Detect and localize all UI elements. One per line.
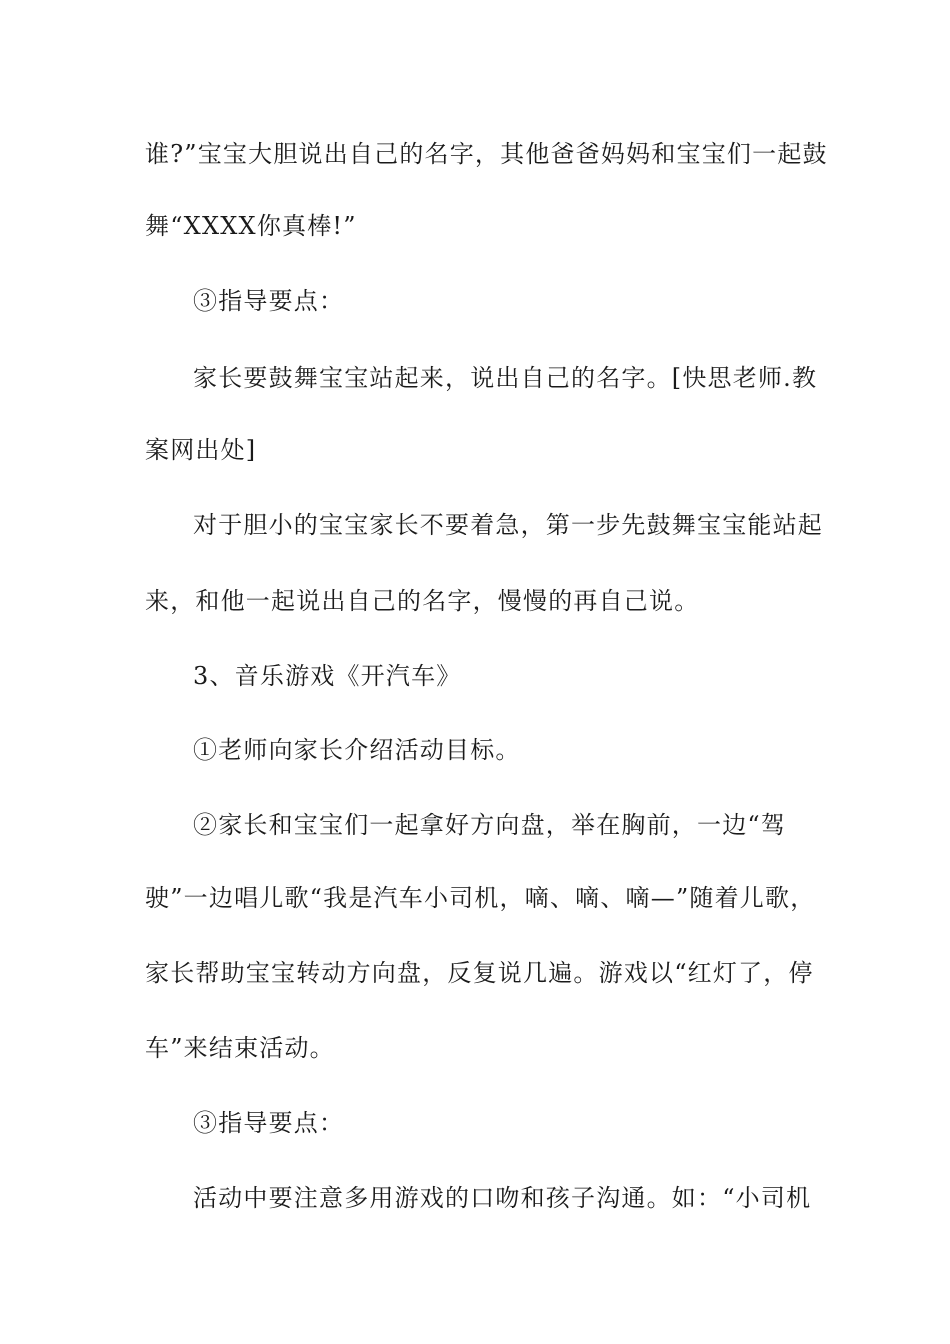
text-line: 谁?”宝宝大胆说出自己的名字，其他爸爸妈妈和宝宝们一起鼓	[145, 140, 828, 168]
text-line: 来，和他一起说出自己的名字，慢慢的再自己说。	[145, 587, 700, 615]
text-line: 对于胆小的宝宝家长不要着急，第一步先鼓舞宝宝能站起	[193, 511, 823, 539]
section-heading: ③指导要点：	[193, 287, 345, 315]
text-line: 车”来结束活动。	[145, 1034, 335, 1062]
text-line: 案网出处]	[145, 436, 257, 464]
section-heading: ③指导要点：	[193, 1109, 345, 1137]
text-line: 家长要鼓舞宝宝站起来，说出自己的名字。[快思老师.教	[193, 364, 818, 392]
text-line: ②家长和宝宝们一起拿好方向盘，举在胸前，一边“驾	[193, 811, 787, 839]
text-line: 舞“XXXX你真棒!”	[145, 212, 357, 240]
text-line: 家长帮助宝宝转动方向盘，反复说几遍。游戏以“红灯了，停	[145, 959, 814, 987]
section-heading: 3、音乐游戏《开汽车》	[193, 662, 462, 690]
text-line: ①老师向家长介绍活动目标。	[193, 736, 521, 764]
text-line: 活动中要注意多用游戏的口吻和孩子沟通。如：“小司机	[193, 1184, 812, 1212]
text-line: 驶”一边唱儿歌“我是汽车小司机，嘀、嘀、嘀—”随着儿歌，	[145, 884, 816, 912]
